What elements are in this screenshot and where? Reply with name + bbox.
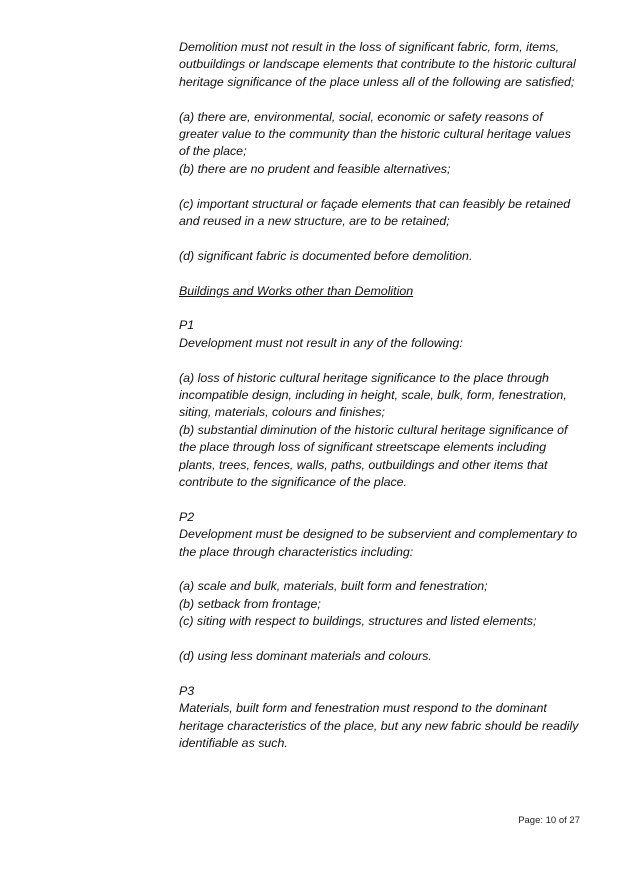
spacer bbox=[179, 91, 584, 108]
p3-intro: Materials, built form and fenestration must respond to the dominant heritage characteristics of the place, but any new fabric should be readily identifiable as such. bbox=[179, 701, 579, 751]
p2-item-a: (a) scale and bulk, materials, built form and fenestration; bbox=[179, 579, 488, 594]
buildings-works-heading: Buildings and Works other than Demolition bbox=[179, 283, 414, 298]
p1-intro: Development must not result in any of the following: bbox=[179, 335, 463, 350]
demolition-item-a: (a) there are, environmental, social, economic or safety reasons of greater value to the community than the historic cultural heritage values of the place; bbox=[179, 109, 571, 159]
demolition-item-d: (d) significant fabric is documented before demolition. bbox=[179, 248, 473, 263]
spacer bbox=[179, 178, 584, 195]
spacer bbox=[179, 265, 584, 282]
spacer bbox=[179, 300, 584, 317]
p2-intro: Development must be designed to be subservient and complementary to the place through characteristics including: bbox=[179, 527, 578, 559]
p2-item-b: (b) setback from frontage; bbox=[179, 596, 321, 611]
spacer bbox=[179, 665, 584, 682]
p2-label: P2 bbox=[179, 509, 195, 524]
spacer bbox=[179, 230, 584, 247]
body-text-column bbox=[179, 39, 584, 753]
p3-label: P3 bbox=[179, 683, 195, 698]
p1-item-a: (a) loss of historic cultural heritage significance to the place through incompatible design, including in height, scale, bulk, form, fenestration, siting, materials, colours and finishes; bbox=[179, 370, 567, 420]
spacer bbox=[179, 631, 584, 648]
p2-item-d: (d) using less dominant materials and colours. bbox=[179, 649, 432, 664]
spacer bbox=[179, 561, 584, 578]
demolition-item-c: (c) important structural or façade elements that can feasibly be retained and reused in a new structure, are to be retained; bbox=[179, 196, 571, 229]
demolition-item-b: (b) there are no prudent and feasible alternatives; bbox=[179, 161, 451, 176]
p1-label: P1 bbox=[179, 318, 195, 333]
spacer bbox=[179, 352, 584, 369]
p2-item-c: (c) siting with respect to buildings, structures and listed elements; bbox=[179, 614, 537, 629]
page-number: Page: 10 of 27 bbox=[518, 815, 580, 826]
p1-item-b: (b) substantial diminution of the historic cultural heritage significance of the place through loss of significant streetscape elements including plants, trees, fences, walls, paths, outbuildings and other items that contribute to the significance of the place. bbox=[179, 422, 568, 490]
demolition-intro: Demolition must not result in the loss of significant fabric, form, items, outbuildings or landscape elements that contribute to the historic cultural heritage significance of the place unless all of the following are satisfied; bbox=[179, 40, 576, 89]
spacer bbox=[179, 491, 584, 508]
